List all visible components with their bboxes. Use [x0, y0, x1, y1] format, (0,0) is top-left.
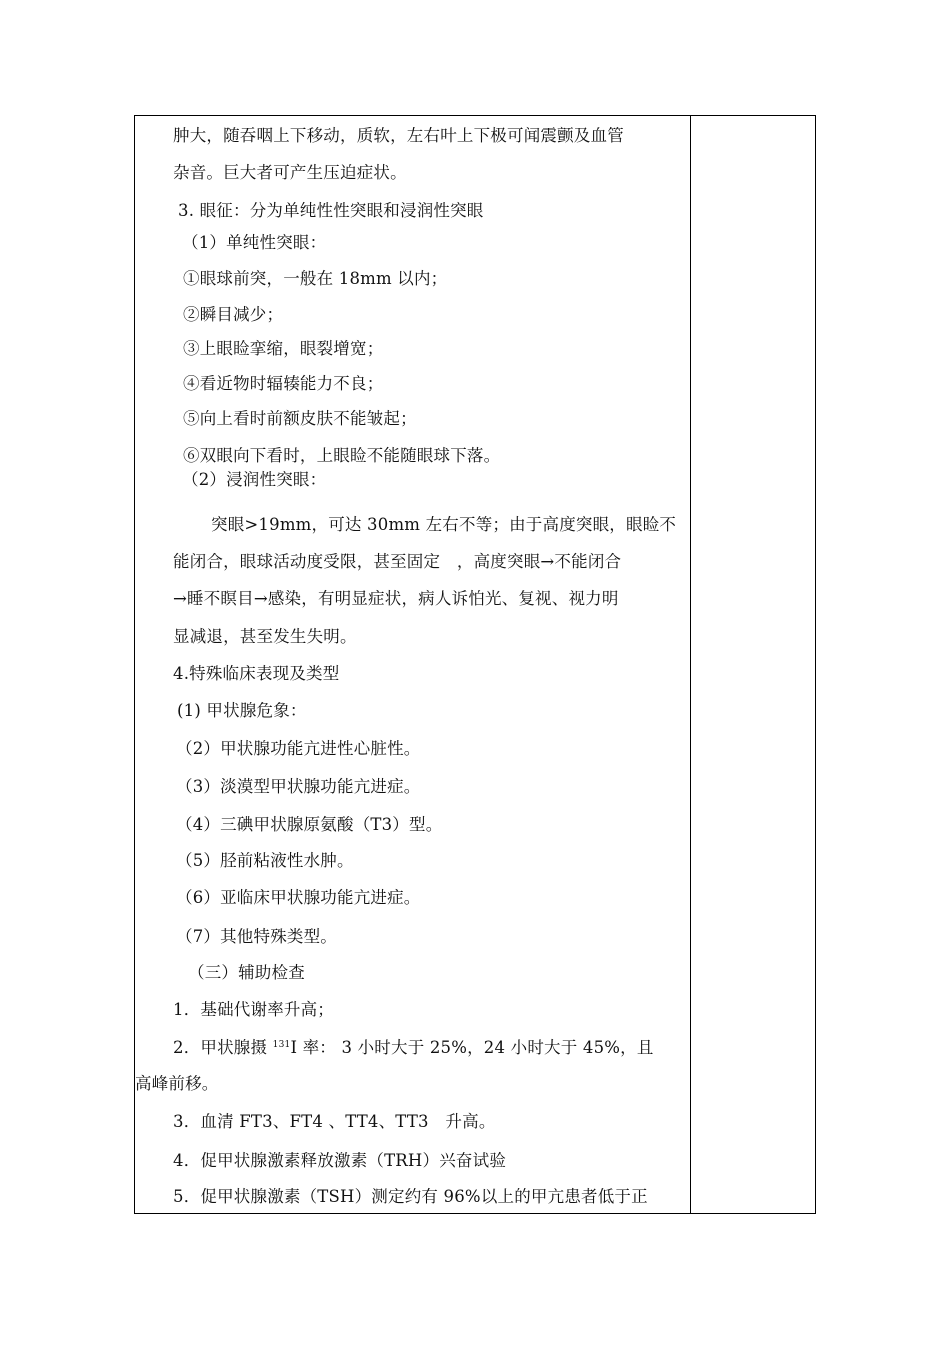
list-item: ⑤向上看时前额皮肤不能皱起；: [183, 409, 417, 428]
list-item: （4）三碘甲状腺原氨酸（T3）型。: [176, 815, 443, 834]
list-item: 4．促甲状腺激素释放激素（TRH）兴奋试验: [173, 1151, 507, 1170]
subsection-heading: （1）单纯性突眼：: [182, 233, 327, 252]
aux-item2-prefix: 2．甲状腺摄: [173, 1038, 273, 1057]
subsection-heading: （2）浸润性突眼：: [182, 470, 327, 489]
section-heading: 4.特殊临床表现及类型: [173, 664, 340, 683]
list-item: ②瞬目减少；: [183, 305, 284, 324]
list-item: ④看近物时辐辏能力不良；: [183, 374, 384, 393]
list-item: （6）亚临床甲状腺功能亢进症。: [176, 888, 421, 907]
list-item: （2）甲状腺功能亢进性心脏性。: [176, 739, 421, 758]
section-heading: （三）辅助检查: [188, 963, 305, 982]
list-item: ①眼球前突，一般在 18mm 以内；: [183, 269, 448, 288]
paragraph-line: →睡不瞑目→感染，有明显症状，病人诉怕光、复视、视力明: [173, 589, 619, 608]
isotope-superscript: 131: [272, 1040, 291, 1050]
aux-item2-suffix: I 率： 3 小时大于 25%，24 小时大于 45%，且: [290, 1038, 654, 1057]
paragraph-line: 高峰前移。: [135, 1074, 219, 1093]
list-item: ③上眼睑挛缩，眼裂增宽；: [183, 339, 384, 358]
list-item: [173, 1037, 654, 1059]
list-item: ⑥双眼向下看时，上眼睑不能随眼球下落。: [183, 446, 501, 465]
text-line: 杂音。巨大者可产生压迫症状。: [173, 163, 407, 182]
list-item: 5．促甲状腺激素（TSH）测定约有 96%以上的甲亢患者低于正: [173, 1187, 648, 1206]
column-divider: [690, 115, 691, 1214]
paragraph-line: 突眼>19mm，可达 30mm 左右不等；由于高度突眼，眼睑不: [211, 515, 677, 534]
paragraph-line: 能闭合，眼球活动度受限，甚至固定 ，高度突眼→不能闭合: [173, 552, 622, 571]
section-heading: 3. 眼征：分为单纯性性突眼和浸润性突眼: [178, 201, 484, 220]
list-item: 3．血清 FT3、FT4 、TT4、TT3 升高。: [173, 1112, 496, 1131]
list-item: （5）胫前粘液性水肿。: [176, 851, 354, 870]
list-item: （3）淡漠型甲状腺功能亢进症。: [176, 777, 421, 796]
paragraph-line: 显减退，甚至发生失明。: [173, 627, 357, 646]
text-line: 肿大，随吞咽上下移动，质软，左右叶上下极可闻震颤及血管: [173, 126, 624, 145]
list-item: 1．基础代谢率升高；: [173, 1000, 334, 1019]
list-item: (1) 甲状腺危象：: [177, 701, 307, 720]
list-item: （7）其他特殊类型。: [176, 927, 337, 946]
